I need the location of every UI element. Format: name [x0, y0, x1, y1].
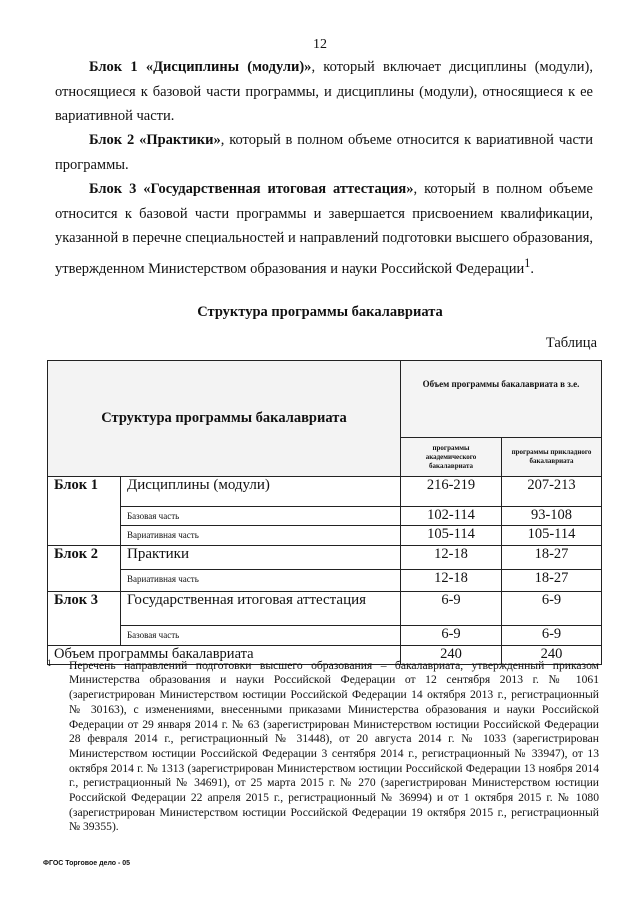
applied-value: 18-27 — [502, 546, 602, 570]
academic-value: 6-9 — [401, 592, 502, 626]
block-1-text: , который включает дисциплины (модули), относящиеся к базовой части программы, и дисциплины (модули), относящиеся к ее вариативной части. — [55, 59, 593, 124]
table-label: Таблица — [545, 335, 597, 351]
academic-value: 102-114 — [401, 507, 502, 526]
applied-value: 105-114 — [502, 526, 602, 546]
row-label: Дисциплины (модули) — [121, 477, 401, 507]
block-cell: Блок 3 — [48, 592, 121, 646]
footnote — [47, 659, 599, 835]
table-row — [48, 526, 602, 546]
table-row — [48, 546, 602, 570]
academic-value: 12-18 — [401, 546, 502, 570]
footnote-text: Перечень направлений подготовки высшего образования – бакалавриата, утвержденный приказом Министерства образования и науки Российской Федерации от 12 сентября 2013 г. № 1061 (зарегистрирован Министерством юстиции Российской Федерации 14 октября 2013 г., регистрационный № 30163), с изменениями, внесенными приказами Министерства образования и науки Российской Федерации от 29 января 2014 г. № 63 (зарегистрирован Министерством юстиции Российской Федерации 28 февраля 2014 г., регистрационный № 31448), от 20 августа 2014 г. № 1033 (зарегистрирован Министерством юстиции Российской Федерации 3 сентября 2014 г., регистрационный № 33947), от 13 октября 2014 г. № 1313 (зарегистрирован Министерством юстиции Российской Федерации 13 ноября 2014 г., регистрационный № 34691), от 25 марта 2015 г. № 270 (зарегистрирован Министерством юстиции Российской Федерации 22 апреля 2015 г., регистрационный № 36994) и от 1 октября 2015 г. № 1080 (зарегистрирован Министерством юстиции Российской Федерации 19 октября 2015 г., регистрационный № 39355). — [69, 658, 599, 834]
header-volume: Объем программы бакалавриата в з.е. — [401, 361, 602, 438]
header-applied: программы прикладного бакалавриата — [502, 438, 602, 477]
applied-value: 6-9 — [502, 626, 602, 646]
applied-value: 207-213 — [502, 477, 602, 507]
paragraph-block-2 — [55, 128, 593, 177]
table-row — [48, 570, 602, 592]
block-3-tail: . — [530, 260, 534, 277]
row-label: Вариативная часть — [121, 570, 401, 592]
row-label: Базовая часть — [121, 626, 401, 646]
academic-value: 105-114 — [401, 526, 502, 546]
header-structure: Структура программы бакалавриата — [48, 361, 401, 477]
total-label: Объем программы бакалавриата — [48, 646, 401, 665]
block-2-text: , который в полном объеме относится к вариативной части программы. — [55, 132, 593, 173]
row-label: Вариативная часть — [121, 526, 401, 546]
academic-value: 12-18 — [401, 570, 502, 592]
footnote-reference: 1 — [524, 255, 531, 270]
row-label: Практики — [121, 546, 401, 570]
block-cell: Блок 2 — [48, 546, 121, 592]
table-row — [48, 592, 602, 626]
page-number: 12 — [313, 37, 327, 52]
paragraph-block-3 — [55, 177, 593, 281]
total-applied-value: 240 — [502, 646, 602, 665]
document-code-label: ФГОС Торговое дело - 05 — [43, 860, 131, 867]
block-3-text: , который в полном объеме относится к базовой части программы и завершается присвоением квалификации, указанной в перечне специальностей и направлений подготовки высшего образования, утвержденном Министерством образования и науки Российской Федерации — [55, 181, 593, 277]
academic-value: 6-9 — [401, 626, 502, 646]
footnote-mark: 1 — [47, 658, 52, 668]
paragraph-block-1 — [55, 55, 593, 129]
block-2-title: Блок 2 «Практики» — [89, 132, 221, 148]
table-row — [48, 477, 602, 507]
block-cell: Блок 1 — [48, 477, 121, 546]
block-1-title: Блок 1 «Дисциплины (модули)» — [89, 59, 312, 75]
academic-value: 216-219 — [401, 477, 502, 507]
applied-value: 93-108 — [502, 507, 602, 526]
applied-value: 6-9 — [502, 592, 602, 626]
header-academic: программы академического бакалавриата — [401, 438, 502, 477]
applied-value: 18-27 — [502, 570, 602, 592]
row-label: Государственная итоговая аттестация — [121, 592, 401, 626]
table-row — [48, 626, 602, 646]
table-row — [48, 507, 602, 526]
block-3-title: Блок 3 «Государственная итоговая аттестация» — [89, 181, 414, 197]
table-header-row — [48, 361, 602, 438]
section-title: Структура программы бакалавриата — [197, 304, 443, 320]
program-structure-table — [47, 360, 602, 665]
total-academic-value: 240 — [401, 646, 502, 665]
row-label: Базовая часть — [121, 507, 401, 526]
